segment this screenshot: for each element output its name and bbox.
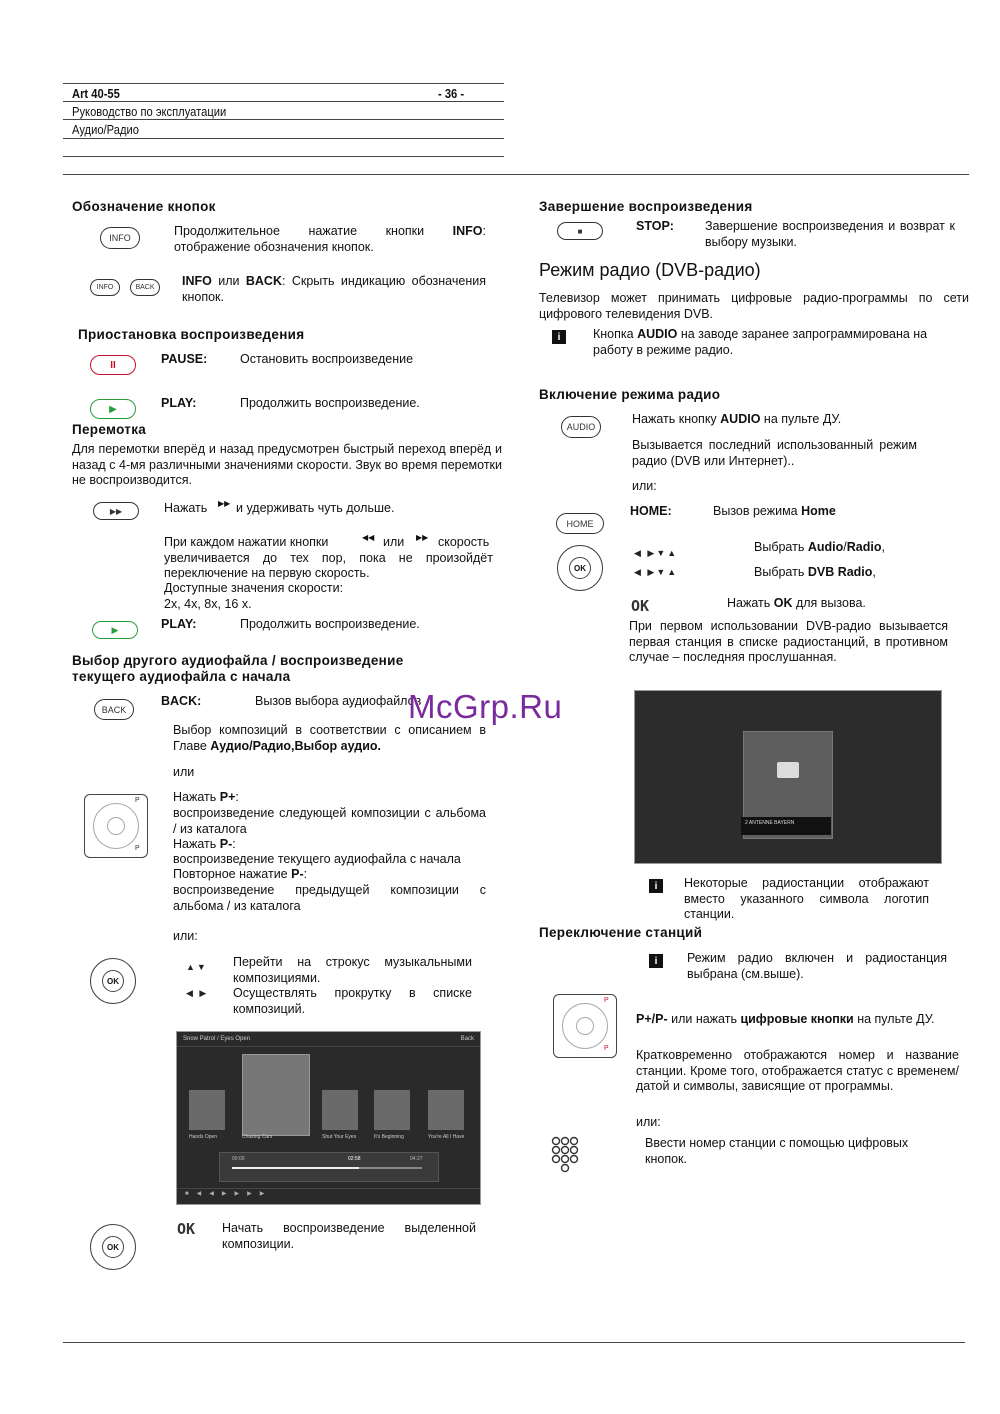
info-back-description: INFO или BACK: Скрыть индикацию обозначения кнопок.	[182, 274, 486, 304]
time-end: 04:27	[410, 1156, 423, 1162]
info-note-icon: i	[552, 330, 566, 344]
digits-description: Ввести номер станции с помощью цифровых кнопок.	[645, 1136, 909, 1166]
ff-press-hold: и удерживать чуть дольше.	[236, 501, 395, 515]
station-name: 2 ANTENNE BAYERN	[745, 820, 795, 826]
header-rule	[63, 101, 504, 102]
ff-each-label: При каждом нажатии кнопки	[164, 535, 329, 549]
select-audio-radio: Выбрать Audio/Radio,	[754, 540, 885, 554]
player-controls: ■◀◀▶▶▶▶	[185, 1191, 273, 1197]
pause-description: Остановить воспроизведение	[240, 352, 414, 366]
header-rule	[63, 138, 504, 139]
radio-mode-title: Режим радио (DVB-радио)	[539, 260, 761, 280]
home-button-icon: HOME	[556, 513, 604, 534]
section-heading-select-2: текущего аудиофайла с начала	[72, 669, 291, 684]
logo-note-text: Некоторые радиостанции отображают вместо указанного символа логотип станции.	[684, 876, 929, 921]
ok-button-icon: OK	[102, 1236, 124, 1258]
play-button-icon: ▶	[90, 399, 136, 419]
or-text: или:	[636, 1115, 661, 1129]
progress-bar	[232, 1167, 422, 1169]
arrow-keys-icon: ◀ ▶▼▲	[634, 548, 679, 558]
section-heading-buttons: Обозначение кнопок	[72, 199, 216, 214]
audio-press-text: Нажать кнопку AUDIO на пульте ДУ.	[632, 412, 842, 426]
p-plus-label: Нажать P+:	[173, 790, 239, 804]
stop-button-icon: ■	[557, 222, 603, 240]
header-manual: Руководство по эксплуатации	[72, 104, 227, 119]
audio-calls-text: Вызывается последний использованный режим радио (DVB или Интернет)..	[632, 438, 917, 468]
or-text: или:	[632, 479, 657, 493]
remote-pad-icon: P P	[553, 994, 617, 1058]
first-use-text: При первом использовании DVB-радио вызывается первая станция в списке радиостанций, в противном случае – последняя прослушанная.	[629, 619, 948, 664]
play-description: Продолжить воспроизведение.	[240, 617, 420, 631]
album-cover	[428, 1090, 464, 1130]
fast-forward-button-icon: ▶▶	[93, 502, 139, 520]
header-rule	[63, 83, 504, 84]
select-composition-text: Выбор композиций в соответствии с описанием в Главе Аудио/Радио,Выбор аудио.	[173, 723, 486, 753]
header-page-number: - 36 -	[438, 86, 465, 101]
album-cover	[322, 1090, 358, 1130]
footer-rule	[63, 1342, 965, 1343]
station-name-bar	[741, 817, 831, 835]
player-corner: Back	[460, 1036, 474, 1042]
arrow-keys-icon: ◀ ▶▼▲	[634, 567, 679, 577]
stop-description: Завершение воспроизведения и возврат к выбору музыки.	[705, 219, 955, 249]
p-minus-label: Нажать P-:	[173, 837, 236, 851]
player-title: Snow Patrol / Eyes Open	[183, 1036, 251, 1042]
radio-icon	[777, 762, 799, 778]
p-plus-minus-description: Кратковременно отображаются номер и название станции. Кроме того, отображается статус с временем/датой и символы, зависящие от программы.	[636, 1048, 959, 1093]
p-again-description: воспроизведение предыдущей композиции с альбома / из каталога	[173, 883, 486, 913]
fast-forward-icon: ▶▶	[218, 499, 231, 508]
radio-note-text: Кнопка AUDIO на заводе заранее запрограммирована на работу в режиме радио.	[593, 327, 928, 357]
back-description: Вызов выбора аудиофайлов	[255, 694, 422, 708]
remote-pad-icon: P P	[84, 794, 148, 858]
header-separator	[63, 174, 969, 175]
info-note-icon: i	[649, 954, 663, 968]
play-label: PLAY:	[161, 617, 197, 631]
album-label: Shut Your Eyes	[322, 1134, 357, 1140]
section-heading-pause: Приостановка воспроизведения	[78, 327, 305, 342]
section-heading-select-1: Выбор другого аудиофайла / воспроизведение	[72, 653, 404, 668]
info-button-icon: INFO	[90, 279, 120, 296]
ff-each-or: или	[383, 535, 405, 549]
back-button-icon: BACK	[130, 279, 160, 296]
album-label: Hands Open	[189, 1134, 218, 1140]
album-label: It's Beginning	[374, 1134, 404, 1140]
ff-each-description: скорость увеличивается до тех пор, пока не произойдёт переключение на первую скорость.	[164, 535, 493, 580]
play-button-icon: ▶	[92, 621, 138, 639]
home-label: HOME:	[630, 504, 672, 518]
time-current: 02:58	[348, 1156, 361, 1162]
ok-button-icon: OK	[102, 970, 124, 992]
p-minus-description: воспроизведение текущего аудиофайла с начала	[173, 852, 461, 866]
select-dvb-radio: Выбрать DVB Radio,	[754, 565, 876, 579]
home-description: Вызов режима Home	[713, 504, 836, 518]
p-plus-minus-text: P+/P- или нажать цифровые кнопки на пульте ДУ.	[636, 1012, 935, 1026]
or-text: или	[173, 765, 195, 779]
nav-leftright-description: Осуществлять прокрутку в списке композиций.	[233, 986, 472, 1016]
left-right-arrows-icon: ◀ ▶	[186, 988, 209, 998]
album-cover	[189, 1090, 225, 1130]
album-label: Chasing Cars	[242, 1134, 273, 1140]
back-label: BACK:	[161, 694, 202, 708]
back-button-icon: BACK	[94, 699, 134, 720]
header-section: Аудио/Радио	[72, 122, 139, 137]
pause-button-icon: II	[90, 355, 136, 375]
section-heading-switch-stations: Переключение станций	[539, 925, 703, 940]
ff-speeds: 2x, 4x, 8x, 16 x.	[164, 597, 252, 611]
header-rule	[63, 156, 504, 157]
p-again-label: Повторное нажатие P-:	[173, 867, 308, 881]
info-note-icon: i	[649, 879, 663, 893]
p-plus-description: воспроизведение следующей композиции с альбома / из каталога	[173, 806, 486, 836]
album-label: You're All I Have	[428, 1134, 465, 1140]
pause-label: PAUSE:	[161, 352, 208, 366]
ok-button-icon: OK	[569, 557, 591, 579]
audio-button-icon: AUDIO	[561, 416, 601, 438]
or-text: или:	[173, 929, 198, 943]
ok-button-icon: OK	[177, 1220, 196, 1238]
progress-panel	[219, 1152, 439, 1182]
nav-updown-description: Перейти на строкус музыкальными композициями.	[233, 955, 472, 985]
ff-speeds-label: Доступные значения скорости:	[164, 581, 344, 595]
play-description: Продолжить воспроизведение.	[240, 396, 420, 410]
radio-intro-text: Телевизор может принимать цифровые радио-программы по сети цифрового телевидения DVB.	[539, 291, 969, 321]
section-heading-enable-radio: Включение режима радио	[539, 387, 721, 402]
rewind-icon: ◀◀	[362, 533, 375, 542]
digit-keypad-icon	[551, 1136, 583, 1176]
ok-press-text: Нажать OK для вызова.	[727, 596, 866, 610]
album-cover	[374, 1090, 410, 1130]
stop-label: STOP:	[636, 219, 674, 233]
play-label: PLAY:	[161, 396, 197, 410]
time-start: 00:00	[232, 1156, 245, 1162]
section-heading-rewind: Перемотка	[72, 422, 147, 437]
ff-press-label: Нажать	[164, 501, 208, 515]
info-description: Продолжительное нажатие кнопки INFO: отображение обозначения кнопок.	[174, 224, 486, 254]
ok-button-icon: OK	[631, 597, 650, 615]
audio-player-screenshot	[176, 1031, 481, 1205]
rewind-text: Для перемотки вперёд и назад предусмотрен быстрый переход вперёд и назад с 4-мя различными значениями скорости. Звук во время перемотки не воспроизводится.	[72, 442, 502, 487]
switch-note-text: Режим радио включен и радиостанция выбрана (см.выше).	[687, 951, 947, 981]
watermark: McGrp.Ru	[408, 688, 563, 725]
radio-screenshot	[634, 690, 942, 864]
header-rule	[63, 119, 504, 120]
header-model: Art 40-55	[72, 86, 120, 101]
album-cover-selected	[242, 1054, 310, 1136]
ok-description: Начать воспроизведение выделенной композиции.	[222, 1221, 476, 1251]
up-down-arrows-icon: ▲▼	[186, 962, 208, 972]
section-heading-stop: Завершение воспроизведения	[539, 199, 753, 214]
info-button-icon: INFO	[100, 227, 140, 249]
fast-forward-icon: ▶▶	[416, 533, 429, 542]
